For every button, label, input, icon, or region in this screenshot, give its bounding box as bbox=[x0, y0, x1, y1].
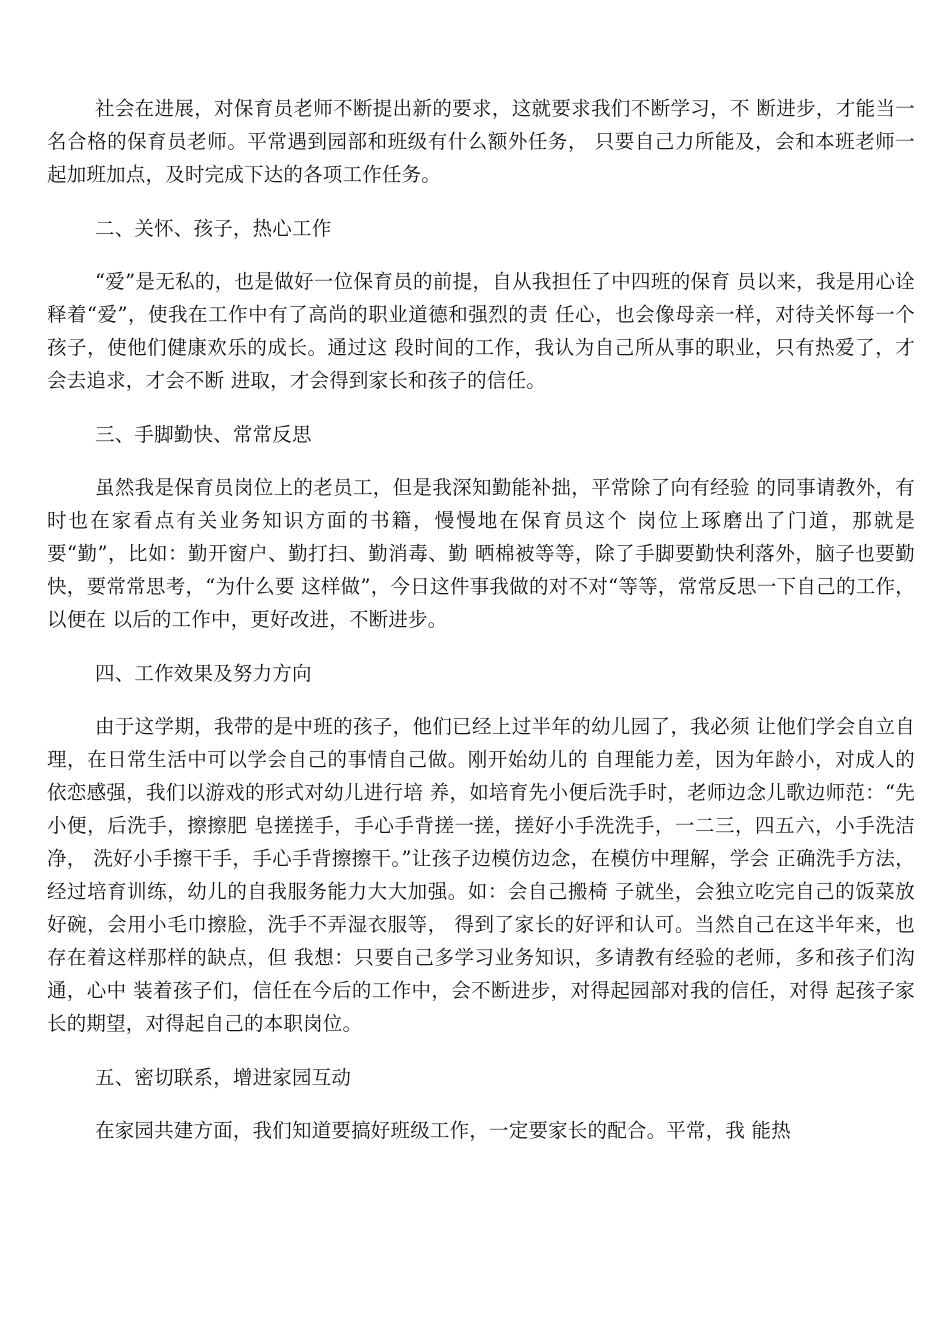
paragraph-results: 由于这学期，我带的是中班的孩子，他们已经上过半年的幼儿园了，我必须 让他们学会自立自理，在日常生活中可以学会自己的事情自己做。刚开始幼儿的 自理能力差，因为年龄小，对成人的依恋感强，我们以游戏的形式对幼儿进行培 养，如培育先小便后洗手时，老师边念儿歌边师范：“先小便，后洗手，擦擦肥 皂搓搓手，手心手背搓一搓，搓好小手洗洗手，一二三，四五六，小手洗洁净， 洗好小手擦干手，手心手背擦擦干。”让孩子边模仿边念，在模仿中理解，学会 正确洗手方法，经过培育训练，幼儿的自我服务能力大大加强。如：会自己搬椅 子就坐，会独立吃完自己的饭菜放好碗，会用小毛巾擦脸，洗手不弄湿衣服等， 得到了家长的好评和认可。当然自己在这半年来，也存在着这样那样的缺点，但 我想：只要自己多学习业务知识，多请教有经验的老师，多和孩子们沟通，心中 装着孩子们，信任在今后的工作中，会不断进步，对得起园部对我的信任，对得 起孩子家长的期望，对得起自己的本职岗位。 bbox=[47, 715, 915, 1035]
section-heading-3: 三、手脚勤快、常常反思 bbox=[95, 423, 312, 446]
section-heading-2: 二、关怀、孩子，热心工作 bbox=[95, 217, 332, 240]
spacer bbox=[47, 397, 915, 418]
paragraph-home-school: 在家园共建方面，我们知道要搞好班级工作，一定要家长的配合。平常，我 能热 bbox=[95, 1119, 791, 1142]
spacer bbox=[47, 1040, 915, 1061]
paragraph-intro: 社会在进展，对保育员老师不断提出新的要求，这就要求我们不断学习，不 断进步，才能当一名合格的保育员老师。平常遇到园部和班级有什么额外任务， 只要自己力所能及，会和本班老师一起加班加点，及时完成下达的各项工作任务。 bbox=[47, 97, 915, 186]
spacer bbox=[47, 191, 915, 212]
spacer bbox=[47, 690, 915, 710]
spacer bbox=[47, 1094, 915, 1114]
paragraph-diligence: 虽然我是保育员岗位上的老员工，但是我深知勤能补拙，平常除了向有经验 的同事请教外，有时也在家看点有关业务知识方面的书籍，慢慢地在保育员这个 岗位上琢磨出了门道，那就是要“勤”，比如：勤开窗户、勤打扫、勤消毒、勤 晒棉被等等，除了手脚要勤快利落外，脑子也要勤快，要常常思考，“为什么要 这样做”，今日这件事我做的对不对“等等，常常反思一下自己的工作，以便在 以后的工作中，更好改进，不断进步。 bbox=[47, 476, 915, 631]
spacer bbox=[47, 636, 915, 657]
paragraph-care: “爱”是无私的，也是做好一位保育员的前提，自从我担任了中四班的保育 员以来，我是用心诠释着“爱”，使我在工作中有了高尚的职业道德和强烈的责 任心，也会像母亲一样，对待关怀每一个孩子，使他们健康欢乐的成长。通过这 段时间的工作，我认为自己所从事的职业，只有热爱了，才会去追求，才会不断 进取，才会得到家长和孩子的信任。 bbox=[47, 270, 915, 392]
spacer bbox=[47, 245, 915, 265]
section-heading-4: 四、工作效果及努力方向 bbox=[95, 662, 312, 685]
section-heading-5: 五、密切联系，增进家园互动 bbox=[95, 1066, 352, 1089]
document-page bbox=[47, 92, 915, 1147]
spacer bbox=[47, 451, 915, 471]
